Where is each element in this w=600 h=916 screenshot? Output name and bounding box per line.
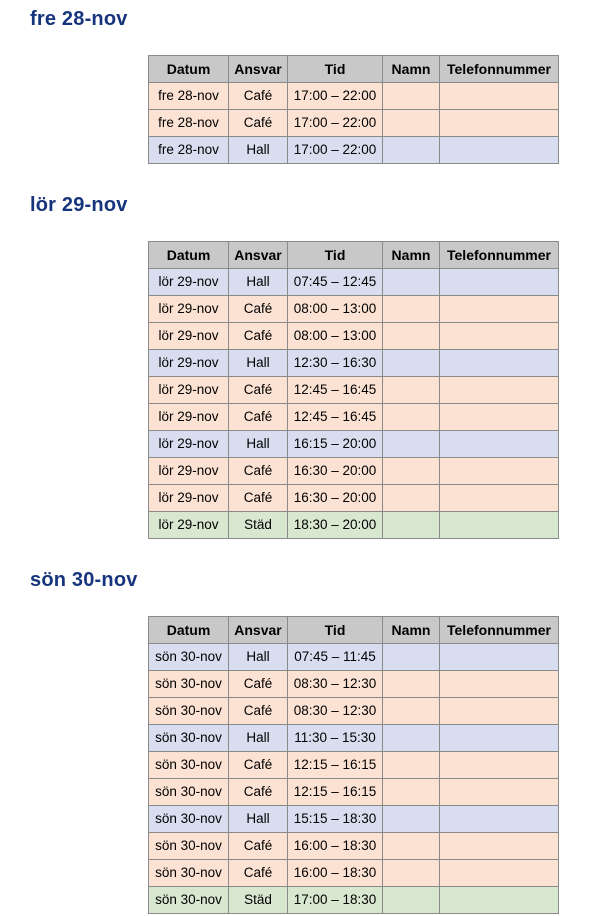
cell-namn (383, 887, 440, 914)
cell-datum: lör 29-nov (149, 350, 229, 377)
cell-telefonnummer (440, 83, 559, 110)
column-header-namn: Namn (383, 617, 440, 644)
cell-telefonnummer (440, 644, 559, 671)
table-header-row (149, 56, 559, 83)
cell-namn (383, 296, 440, 323)
cell-telefonnummer (440, 458, 559, 485)
cell-tid: 12:45 – 16:45 (288, 377, 383, 404)
cell-tid: 12:15 – 16:15 (288, 752, 383, 779)
cell-datum: sön 30-nov (149, 806, 229, 833)
column-header-namn: Namn (383, 242, 440, 269)
cell-telefonnummer (440, 323, 559, 350)
schedule-row (149, 833, 559, 860)
schedule-row (149, 725, 559, 752)
cell-tid: 12:15 – 16:15 (288, 779, 383, 806)
cell-tid: 17:00 – 22:00 (288, 110, 383, 137)
schedule-row (149, 110, 559, 137)
cell-tid: 08:30 – 12:30 (288, 671, 383, 698)
cell-datum: sön 30-nov (149, 860, 229, 887)
cell-tid: 17:00 – 18:30 (288, 887, 383, 914)
column-header-ansvar: Ansvar (229, 56, 288, 83)
cell-telefonnummer (440, 110, 559, 137)
column-header-telefonnummer: Telefonnummer (440, 56, 559, 83)
cell-namn (383, 377, 440, 404)
schedule-row (149, 485, 559, 512)
cell-datum: sön 30-nov (149, 671, 229, 698)
cell-ansvar: Hall (229, 431, 288, 458)
cell-namn (383, 350, 440, 377)
column-header-datum: Datum (149, 242, 229, 269)
cell-datum: sön 30-nov (149, 644, 229, 671)
schedule-row (149, 83, 559, 110)
cell-tid: 07:45 – 11:45 (288, 644, 383, 671)
cell-namn (383, 725, 440, 752)
cell-namn (383, 323, 440, 350)
cell-ansvar: Café (229, 110, 288, 137)
day-title: sön 30-nov (30, 569, 138, 591)
cell-telefonnummer (440, 779, 559, 806)
cell-namn (383, 698, 440, 725)
schedule-table (148, 241, 559, 539)
cell-telefonnummer (440, 860, 559, 887)
table-header (149, 56, 559, 83)
cell-ansvar: Café (229, 833, 288, 860)
cell-telefonnummer (440, 485, 559, 512)
schedule-row (149, 671, 559, 698)
cell-ansvar: Städ (229, 512, 288, 539)
cell-namn (383, 671, 440, 698)
cell-tid: 18:30 – 20:00 (288, 512, 383, 539)
schedule-row (149, 431, 559, 458)
schedule-row (149, 296, 559, 323)
cell-telefonnummer (440, 404, 559, 431)
cell-telefonnummer (440, 752, 559, 779)
cell-telefonnummer (440, 833, 559, 860)
schedule-table (148, 616, 559, 914)
column-header-tid: Tid (288, 617, 383, 644)
cell-telefonnummer (440, 296, 559, 323)
column-header-datum: Datum (149, 617, 229, 644)
cell-ansvar: Hall (229, 137, 288, 164)
cell-tid: 16:30 – 20:00 (288, 458, 383, 485)
schedule-row (149, 137, 559, 164)
cell-namn (383, 269, 440, 296)
column-header-tid: Tid (288, 56, 383, 83)
schedule-row (149, 698, 559, 725)
cell-ansvar: Café (229, 404, 288, 431)
cell-datum: sön 30-nov (149, 779, 229, 806)
cell-namn (383, 458, 440, 485)
cell-datum: lör 29-nov (149, 296, 229, 323)
table-header (149, 617, 559, 644)
day-section (0, 8, 600, 164)
cell-namn (383, 485, 440, 512)
schedule-row (149, 458, 559, 485)
cell-ansvar: Café (229, 83, 288, 110)
cell-datum: sön 30-nov (149, 725, 229, 752)
schedule-row (149, 512, 559, 539)
cell-namn (383, 404, 440, 431)
column-header-telefonnummer: Telefonnummer (440, 617, 559, 644)
cell-ansvar: Café (229, 752, 288, 779)
cell-tid: 07:45 – 12:45 (288, 269, 383, 296)
day-title: lör 29-nov (30, 194, 128, 216)
schedule-row (149, 806, 559, 833)
cell-namn (383, 779, 440, 806)
cell-datum: sön 30-nov (149, 698, 229, 725)
cell-telefonnummer (440, 512, 559, 539)
table-body (149, 644, 559, 914)
table-header (149, 242, 559, 269)
cell-datum: fre 28-nov (149, 83, 229, 110)
schedule-row (149, 644, 559, 671)
cell-telefonnummer (440, 350, 559, 377)
cell-telefonnummer (440, 431, 559, 458)
cell-tid: 08:30 – 12:30 (288, 698, 383, 725)
cell-tid: 16:15 – 20:00 (288, 431, 383, 458)
day-section (0, 194, 600, 539)
cell-datum: sön 30-nov (149, 833, 229, 860)
schedule-row (149, 350, 559, 377)
cell-ansvar: Café (229, 485, 288, 512)
cell-ansvar: Hall (229, 269, 288, 296)
cell-telefonnummer (440, 137, 559, 164)
cell-datum: lör 29-nov (149, 323, 229, 350)
cell-ansvar: Café (229, 323, 288, 350)
schedule-row (149, 779, 559, 806)
cell-ansvar: Café (229, 458, 288, 485)
cell-datum: fre 28-nov (149, 110, 229, 137)
cell-ansvar: Hall (229, 806, 288, 833)
cell-telefonnummer (440, 269, 559, 296)
schedule-row (149, 887, 559, 914)
cell-tid: 16:00 – 18:30 (288, 860, 383, 887)
cell-ansvar: Café (229, 860, 288, 887)
cell-tid: 12:30 – 16:30 (288, 350, 383, 377)
cell-namn (383, 137, 440, 164)
table-header-row (149, 242, 559, 269)
cell-namn (383, 644, 440, 671)
cell-ansvar: Café (229, 377, 288, 404)
column-header-telefonnummer: Telefonnummer (440, 242, 559, 269)
schedule-row (149, 377, 559, 404)
cell-datum: lör 29-nov (149, 512, 229, 539)
cell-telefonnummer (440, 806, 559, 833)
column-header-datum: Datum (149, 56, 229, 83)
cell-ansvar: Café (229, 779, 288, 806)
schedule-row (149, 269, 559, 296)
cell-telefonnummer (440, 725, 559, 752)
schedule-row (149, 860, 559, 887)
cell-telefonnummer (440, 698, 559, 725)
schedule-row (149, 752, 559, 779)
cell-tid: 17:00 – 22:00 (288, 83, 383, 110)
cell-datum: lör 29-nov (149, 404, 229, 431)
cell-datum: sön 30-nov (149, 887, 229, 914)
cell-tid: 17:00 – 22:00 (288, 137, 383, 164)
cell-namn (383, 806, 440, 833)
cell-namn (383, 512, 440, 539)
cell-ansvar: Café (229, 296, 288, 323)
cell-tid: 08:00 – 13:00 (288, 296, 383, 323)
column-header-ansvar: Ansvar (229, 242, 288, 269)
cell-datum: lör 29-nov (149, 485, 229, 512)
column-header-ansvar: Ansvar (229, 617, 288, 644)
cell-datum: lör 29-nov (149, 377, 229, 404)
cell-telefonnummer (440, 671, 559, 698)
schedule-table (148, 55, 559, 164)
cell-namn (383, 833, 440, 860)
cell-namn (383, 110, 440, 137)
cell-namn (383, 752, 440, 779)
cell-ansvar: Café (229, 698, 288, 725)
cell-ansvar: Städ (229, 887, 288, 914)
cell-datum: lör 29-nov (149, 431, 229, 458)
cell-ansvar: Hall (229, 725, 288, 752)
cell-namn (383, 83, 440, 110)
cell-tid: 16:30 – 20:00 (288, 485, 383, 512)
cell-ansvar: Café (229, 671, 288, 698)
cell-datum: sön 30-nov (149, 752, 229, 779)
cell-datum: lör 29-nov (149, 269, 229, 296)
column-header-namn: Namn (383, 56, 440, 83)
cell-tid: 11:30 – 15:30 (288, 725, 383, 752)
table-body (149, 269, 559, 539)
cell-ansvar: Hall (229, 644, 288, 671)
cell-tid: 12:45 – 16:45 (288, 404, 383, 431)
cell-ansvar: Hall (229, 350, 288, 377)
day-section (0, 569, 600, 914)
schedule-row (149, 323, 559, 350)
table-header-row (149, 617, 559, 644)
cell-datum: fre 28-nov (149, 137, 229, 164)
table-body (149, 83, 559, 164)
cell-datum: lör 29-nov (149, 458, 229, 485)
cell-telefonnummer (440, 887, 559, 914)
cell-tid: 15:15 – 18:30 (288, 806, 383, 833)
cell-telefonnummer (440, 377, 559, 404)
cell-namn (383, 431, 440, 458)
schedule-row (149, 404, 559, 431)
cell-namn (383, 860, 440, 887)
cell-tid: 16:00 – 18:30 (288, 833, 383, 860)
column-header-tid: Tid (288, 242, 383, 269)
day-title: fre 28-nov (30, 8, 128, 30)
cell-tid: 08:00 – 13:00 (288, 323, 383, 350)
